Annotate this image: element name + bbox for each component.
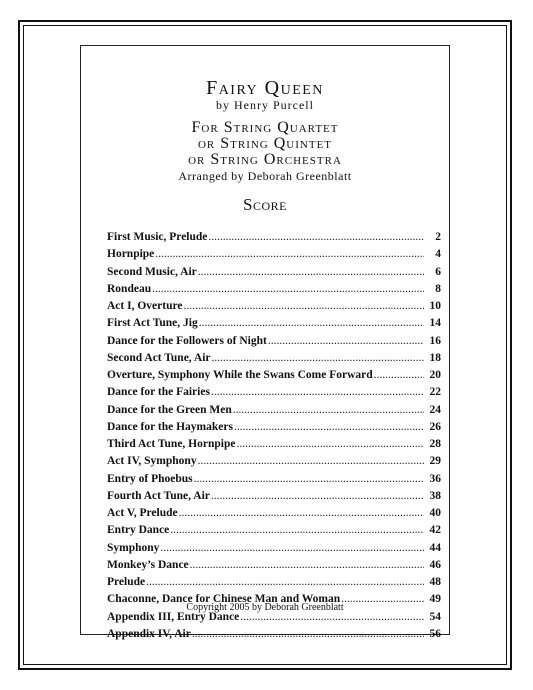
toc-entry: [107, 574, 441, 591]
toc-entry: [107, 522, 441, 539]
toc-entry-title: Fourth Act Tune, Air: [107, 489, 210, 502]
toc-dot-leader: [234, 419, 424, 436]
toc-dot-leader: [198, 264, 424, 281]
toc-entry-page-number: 14: [429, 317, 441, 330]
toc-entry-title: Rondeau: [107, 282, 152, 295]
toc-entry-title: Entry of Phoebus: [107, 472, 193, 485]
toc-entry: [107, 229, 441, 246]
toc-dot-leader: [192, 626, 424, 643]
title-block: [81, 78, 449, 214]
toc-entry-title: Overture, Symphony While the Swans Come Forward: [107, 369, 373, 381]
toc-entry: [107, 350, 441, 367]
toc-entry: [107, 471, 441, 488]
toc-entry-title: Appendix IV, Air: [107, 627, 191, 640]
toc-dot-leader: [268, 333, 424, 350]
toc-entry: [107, 264, 441, 281]
toc-entry: [107, 488, 441, 505]
toc-dot-leader: [198, 453, 424, 470]
toc-dot-leader: [199, 315, 424, 332]
toc-dot-leader: [179, 505, 424, 522]
toc-dot-leader: [194, 471, 424, 488]
toc-entry-page-number: 16: [429, 334, 441, 347]
copyright-notice: Copyright 2005 by Deborah Greenblatt: [186, 602, 344, 613]
toc-dot-leader: [155, 246, 424, 263]
instrumentation-line-2: or String Quintet: [197, 135, 333, 152]
score-cover-page: [80, 45, 450, 640]
toc-entry-page-number: 26: [429, 420, 441, 433]
toc-entry: [107, 557, 441, 574]
toc-entry-title: Dance for the Followers of Night: [107, 334, 267, 347]
toc-entry-page-number: 20: [429, 369, 441, 381]
toc-dot-leader: [190, 557, 424, 574]
toc-dot-leader: [211, 488, 424, 505]
toc-entry: [107, 419, 441, 436]
toc-entry-title: Monkey’s Dance: [107, 558, 189, 571]
toc-entry-page-number: 2: [435, 231, 441, 243]
toc-entry-page-number: 42: [429, 524, 441, 537]
toc-entry-page-number: 4: [435, 248, 441, 261]
toc-dot-leader: [236, 436, 424, 453]
toc-entry-page-number: 48: [429, 576, 441, 588]
toc-entry-title: First Music, Prelude: [107, 231, 208, 243]
toc-entry-page-number: 29: [429, 455, 441, 468]
toc-entry-title: Hornpipe: [107, 248, 155, 261]
arranger-line: Arranged by Deborah Greenblatt: [178, 169, 352, 183]
toc-dot-leader: [211, 384, 424, 401]
toc-entry-page-number: 44: [429, 541, 441, 554]
toc-entry-page-number: 24: [429, 403, 441, 416]
toc-dot-leader: [146, 574, 424, 591]
toc-entry-title: Entry Dance: [107, 524, 170, 537]
toc-entry: [107, 402, 441, 419]
composer-line: by Henry Purcell: [216, 98, 314, 112]
toc-entry-title: Appendix III, Entry Dance: [107, 610, 240, 623]
toc-entry-page-number: 40: [429, 507, 441, 519]
toc-entry-page-number: 46: [429, 558, 441, 571]
toc-entry-page-number: 22: [429, 386, 441, 399]
toc-dot-leader: [170, 522, 424, 539]
toc-entry: [107, 315, 441, 332]
toc-entry-page-number: 8: [435, 282, 441, 295]
toc-entry-page-number: 49: [429, 593, 441, 606]
work-title: Fairy Queen: [206, 77, 324, 99]
toc-entry-title: Second Music, Air: [107, 265, 197, 278]
toc-entry-page-number: 36: [429, 472, 441, 485]
toc-dot-leader: [233, 402, 424, 419]
toc-entry-title: Second Act Tune, Air: [107, 351, 211, 364]
toc-dot-leader: [183, 298, 424, 315]
toc-entry: [107, 505, 441, 522]
toc-entry: [107, 436, 441, 453]
toc-entry: [107, 298, 441, 315]
toc-dot-leader: [208, 229, 424, 246]
toc-entry-page-number: 28: [429, 438, 441, 450]
table-of-contents: [107, 229, 441, 643]
instrumentation-line-3: or String Orchestra: [188, 151, 342, 168]
toc-entry-page-number: 56: [429, 627, 441, 640]
toc-entry-title: Dance for the Fairies: [107, 386, 210, 399]
toc-entry-title: First Act Tune, Jig: [107, 317, 198, 330]
toc-entry: [107, 367, 441, 384]
toc-entry: [107, 281, 441, 298]
toc-entry: [107, 540, 441, 557]
toc-entry-title: Act IV, Symphony: [107, 455, 197, 468]
toc-entry-page-number: 10: [429, 300, 441, 312]
toc-entry-title: Symphony: [107, 541, 160, 554]
instrumentation-line-1: For String Quartet: [191, 119, 339, 136]
toc-entry: [107, 453, 441, 470]
toc-dot-leader: [152, 281, 424, 298]
toc-entry: [107, 626, 441, 643]
toc-dot-leader: [374, 367, 424, 384]
toc-entry: [107, 333, 441, 350]
toc-entry-title: Chaconne, Dance for Chinese Man and Woman: [107, 593, 341, 606]
toc-entry-page-number: 18: [429, 351, 441, 364]
toc-entry-page-number: 54: [429, 610, 441, 623]
toc-entry-title: Dance for the Green Men: [107, 403, 232, 416]
toc-entry-page-number: 38: [429, 489, 441, 502]
toc-entry-page-number: 6: [435, 265, 441, 278]
toc-dot-leader: [212, 350, 424, 367]
toc-entry-title: Third Act Tune, Hornpipe: [107, 438, 236, 450]
toc-entry-title: Act V, Prelude: [107, 507, 178, 519]
toc-entry-title: Dance for the Haymakers: [107, 420, 233, 433]
section-heading: Score: [243, 195, 287, 214]
toc-entry: [107, 246, 441, 263]
toc-entry-title: Act I, Overture: [107, 300, 183, 312]
toc-dot-leader: [160, 540, 424, 557]
toc-entry-title: Prelude: [107, 576, 146, 588]
toc-entry: [107, 384, 441, 401]
